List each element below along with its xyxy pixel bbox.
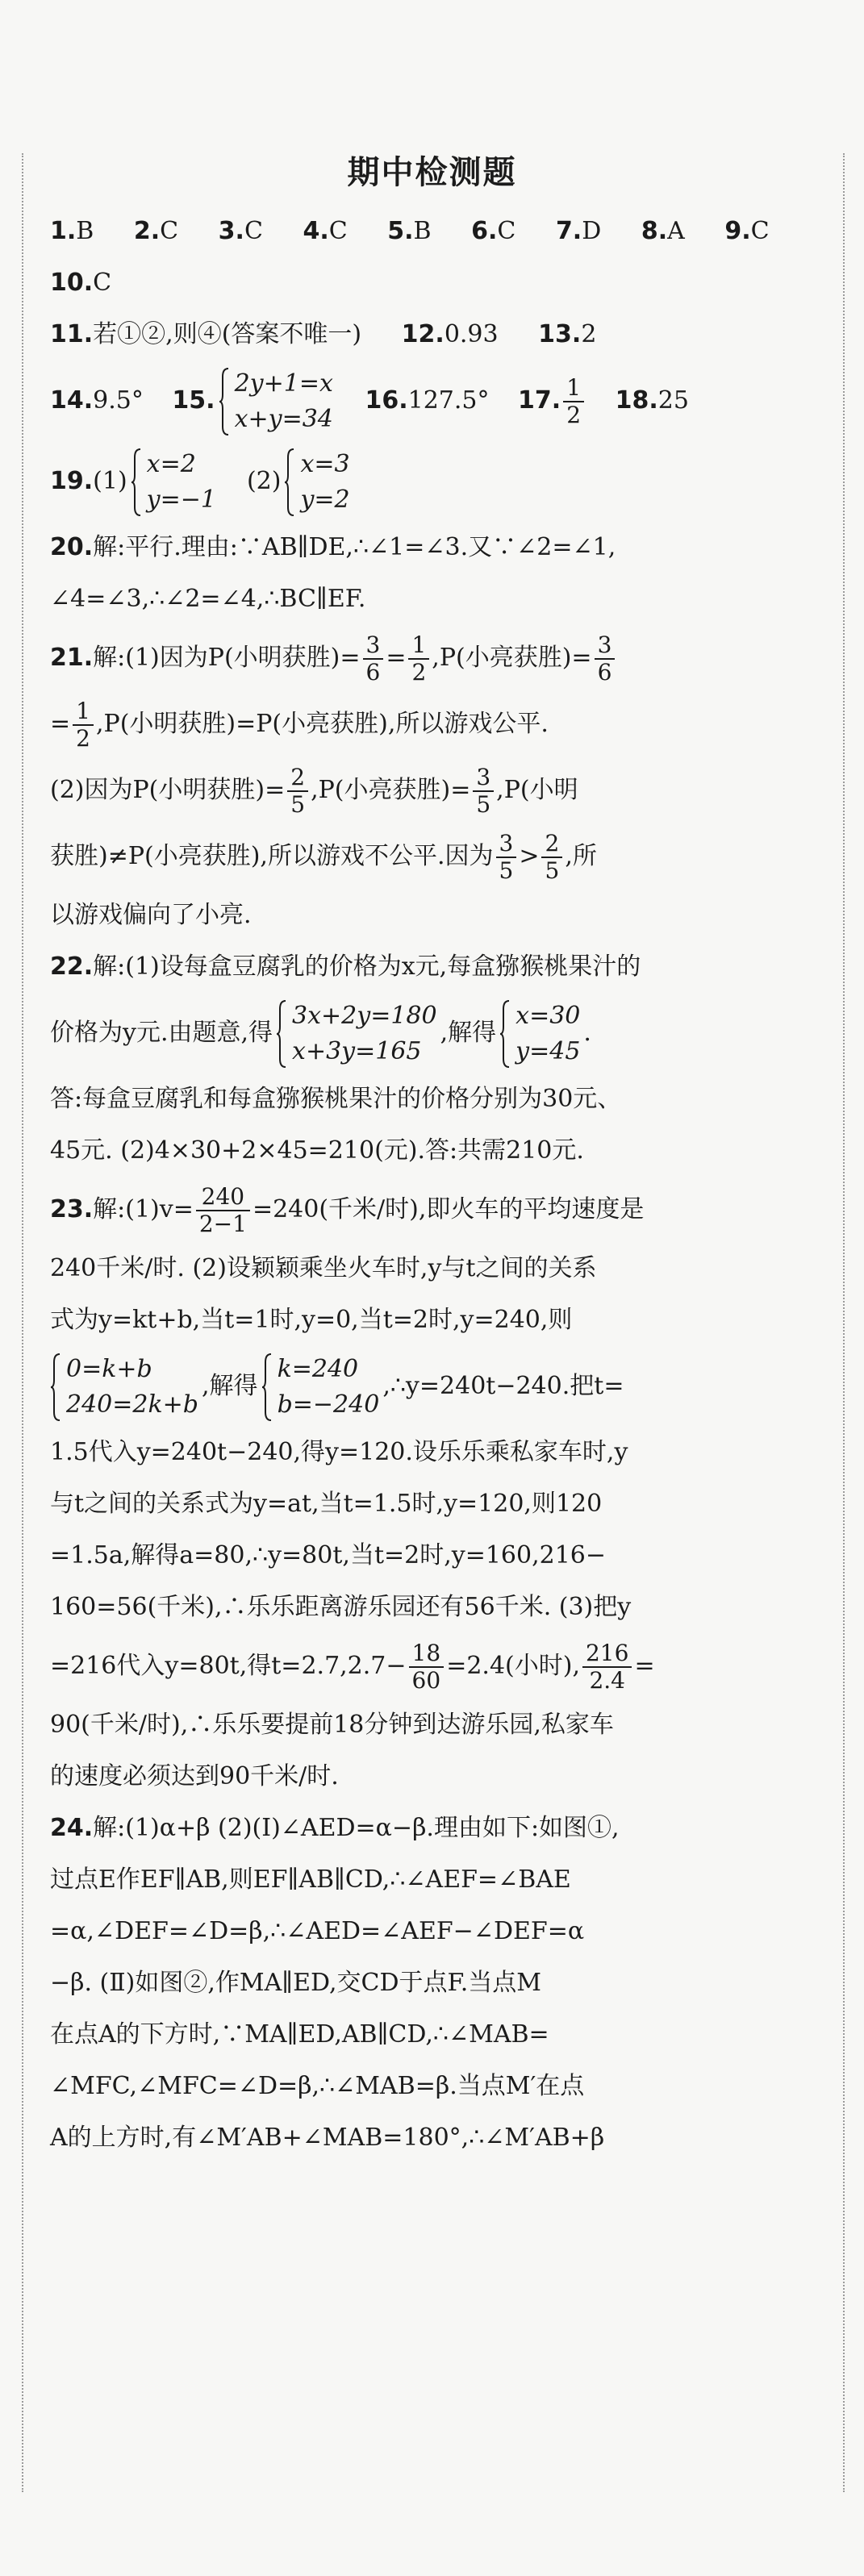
answer-23-line: 的速度必须达到90千米/时. [50, 1762, 339, 1790]
equation-system: 2y+1=x x+y=34 [219, 366, 333, 437]
equation-system: x=2 y=−1 [131, 447, 216, 518]
mc-answer: 8.A [641, 217, 685, 245]
answer-18: 18.25 [615, 386, 689, 415]
answer-11: 11.若①②,则④(答案不唯一) [50, 320, 362, 348]
left-brace-icon [284, 448, 295, 517]
answer-23-line: 1.5代入y=240t−240,得y=120.设乐乐乘私家车时,y [50, 1438, 628, 1466]
answer-24-line: −β. (Ⅱ)如图②,作MA∥ED,交CD于点F.当点M [50, 1969, 541, 1997]
answer-22-line: 45元. (2)4×30+2×45=210(元).答:共需210元. [50, 1136, 584, 1165]
mc-answer: 3.C [218, 217, 263, 245]
mc-row-1 [50, 206, 824, 257]
answer-content [50, 206, 824, 2164]
left-brace-icon [276, 999, 287, 1069]
answer-16: 16.127.5° [365, 386, 490, 415]
fill-row-11-13 [50, 309, 824, 361]
mc-answer: 1.B [50, 217, 94, 245]
fraction: $\frac{2}{5}$ [287, 765, 308, 818]
answer-20-line: ∠4=∠3,∴∠2=∠4,∴BC∥EF. [50, 585, 366, 613]
right-dotted-rule [843, 153, 845, 2492]
answer-13: 13.2 [538, 320, 597, 348]
fraction: $\frac{3}{6}$ [363, 632, 384, 686]
mc-answer: 6.C [471, 217, 516, 245]
answer-23-line: =1.5a,解得a=80,∴y=80t,当t=2时,y=160,216− [50, 1541, 607, 1569]
answer-20-line: 20.解:平行.理由:∵AB∥DE,∴∠1=∠3.又∵∠2=∠1, [50, 533, 616, 561]
fraction: $\frac{1}{2}$ [73, 698, 94, 752]
answer-17: 17. $\frac{1}{2}$ [518, 361, 586, 441]
answer-24-line: 在点A的下方时,∵MA∥ED,AB∥CD,∴∠MAB= [50, 2020, 549, 2049]
mc-answer: 2.C [133, 217, 179, 245]
fraction: $\frac{3}{5}$ [496, 831, 517, 884]
answer-21-line: 以游戏偏向了小亮. [50, 901, 252, 929]
left-brace-icon [50, 1353, 61, 1422]
answer-22-line: 22.解:(1)设每盒豆腐乳的价格为x元,每盒猕猴桃果汁的 [50, 952, 641, 981]
mc-answer: 10.C [50, 269, 112, 297]
answer-24-line: 24.解:(1)α+β (2)(Ⅰ)∠AED=α−β.理由如下:如图①, [50, 1814, 620, 1842]
left-brace-icon [131, 448, 142, 517]
left-brace-icon [261, 1353, 273, 1422]
fraction: $\frac{2}{5}$ [541, 831, 562, 884]
answer-24-line: =α,∠DEF=∠D=β,∴∠AED=∠AEF−∠DEF=α [50, 1917, 585, 1945]
answer-23-line: 240千米/时. (2)设颖颖乘坐火车时,y与t之间的关系 [50, 1254, 597, 1282]
answer-22-line: 价格为y元.由题意,得 3x+2y=180 x+3y=165 ,解得 x=30 y=45 . [50, 993, 824, 1073]
fraction: $\frac{3}{5}$ [473, 765, 494, 818]
answer-23-line: 160=56(千米),∴乐乐距离游乐园还有56千米. (3)把y [50, 1593, 632, 1621]
equation-system: x=30 y=45 [499, 998, 580, 1069]
answer-21-line: 获胜)≠P(小亮获胜),所以游戏不公平.因为 $\frac{3}{5}$ > $\frac{2}{5}$ ,所 [50, 829, 597, 884]
answer-22-line: 答:每盒豆腐乳和每盒猕猴桃果汁的价格分别为30元、 [50, 1085, 622, 1113]
fraction: $\frac{1}{2}$ [563, 375, 584, 428]
fraction: $\frac{18}{60}$ [409, 1640, 445, 1694]
answer-21-line: = $\frac{1}{2}$ ,P(小明获胜)=P(小亮获胜),所以游戏公平. [50, 697, 549, 752]
answer-24-line: 过点E作EF∥AB,则EF∥AB∥CD,∴∠AEF=∠BAE [50, 1865, 571, 1894]
answer-23-line: 0=k+b 240=2k+b ,解得 k=240 b=−240 ,∴y=240t−240.把t= [50, 1346, 824, 1427]
mc-row-2 [50, 257, 824, 309]
mc-answer: 7.D [555, 217, 602, 245]
answer-24-line: ∠MFC,∠MFC=∠D=β,∴∠MAB=β.当点M′在点 [50, 2072, 585, 2100]
mc-answer: 5.B [387, 217, 432, 245]
equation-system: k=240 b=−240 [261, 1352, 380, 1423]
answer-24-line: A的上方时,有∠M′AB+∠MAB=180°,∴∠M′AB+β [50, 2124, 605, 2152]
left-brace-icon [499, 999, 511, 1069]
answer-23-line: 23.解:(1)v= $\frac{240}{2-1}$ =240(千米/时),即火车的平均速度是 [50, 1182, 645, 1237]
mc-answer: 9.C [724, 217, 770, 245]
left-dotted-rule [22, 153, 23, 2492]
answer-21-line: (2)因为P(小明获胜)= $\frac{2}{5}$ ,P(小亮获胜)= $\frac{3}{5}$ ,P(小明 [50, 763, 578, 818]
fraction: $\frac{216}{2.4}$ [582, 1640, 632, 1694]
fraction: $\frac{1}{2}$ [408, 632, 429, 686]
answer-14: 14.9.5° [50, 386, 144, 415]
page-title: 期中检测题 [347, 154, 517, 191]
answer-12: 12.0.93 [401, 320, 499, 348]
fraction: $\frac{240}{2-1}$ [196, 1184, 250, 1237]
fill-row-14-18 [50, 361, 824, 441]
answer-19: 19.(1) x=2 y=−1 (2) x=3 y=2 [50, 441, 824, 522]
mc-answer: 4.C [303, 217, 348, 245]
equation-system: 3x+2y=180 x+3y=165 [276, 998, 437, 1069]
answer-23-line: 式为y=kt+b,当t=1时,y=0,当t=2时,y=240,则 [50, 1306, 573, 1334]
fraction: $\frac{3}{6}$ [595, 632, 616, 686]
answer-23-line: 与t之间的关系式为y=at,当t=1.5时,y=120,则120 [50, 1490, 603, 1518]
answer-23-line: =216代入y=80t,得t=2.7,2.7− $\frac{18}{60}$ =2.4(小时), $\frac{216}{2.4}$ = [50, 1639, 655, 1694]
answer-21-line: 21.解:(1)因为P(小明获胜)= $\frac{3}{6}$ = $\frac{1}{2}$ ,P(小亮获胜)= $\frac{3}{6}$ [50, 625, 824, 691]
answer-23-line: 90(千米/时),∴乐乐要提前18分钟到达游乐园,私家车 [50, 1711, 614, 1739]
left-brace-icon [219, 367, 230, 436]
equation-system: x=3 y=2 [284, 447, 349, 518]
answer-15: 15. 2y+1=x x+y=34 [172, 361, 336, 441]
equation-system: 0=k+b 240=2k+b [50, 1352, 198, 1423]
